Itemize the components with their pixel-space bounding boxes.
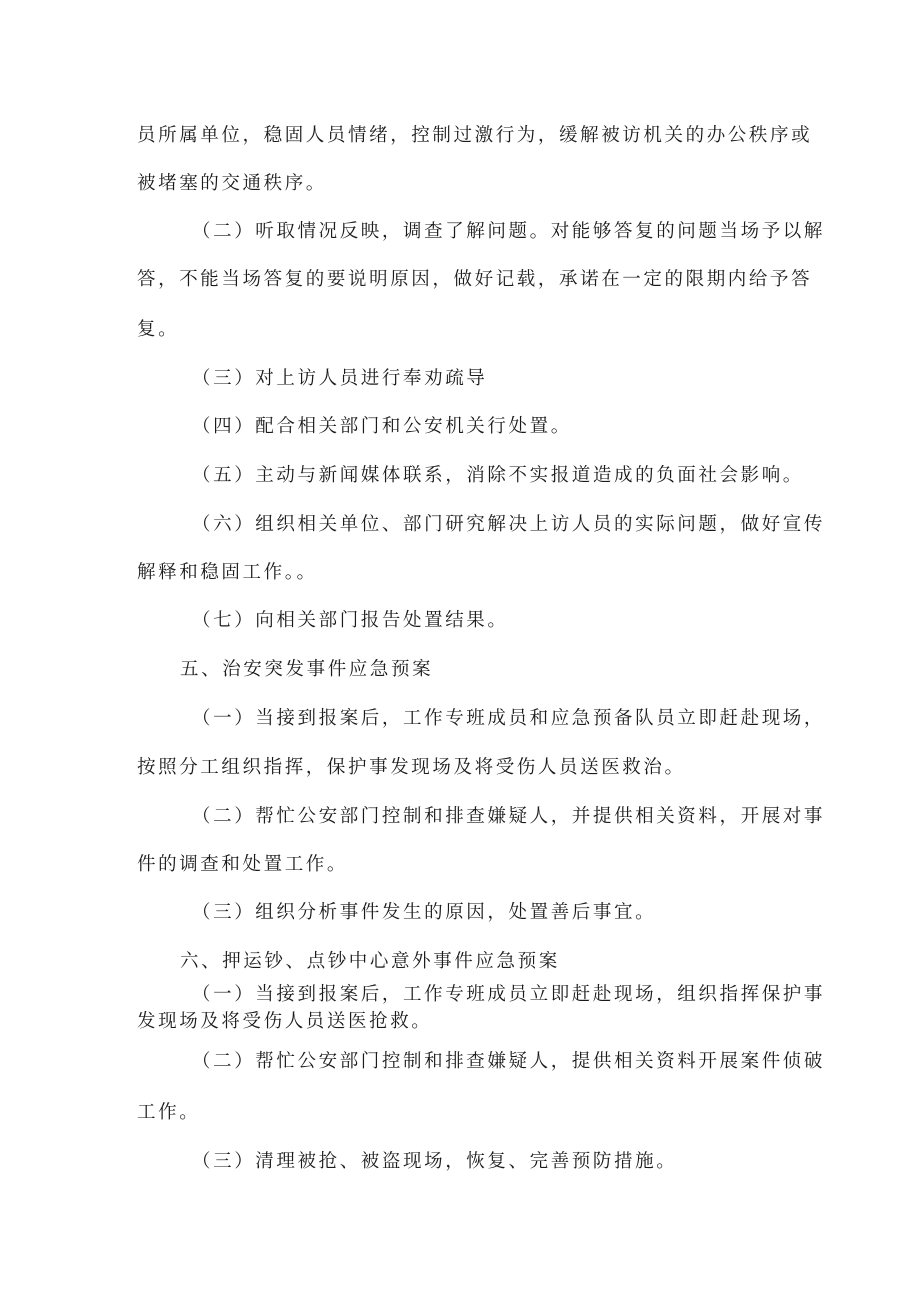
paragraph-line: 件的调查和处置工作。	[137, 854, 349, 875]
paragraph-line: （二）听取情况反映，调查了解问题。对能够答复的问题当场予以解	[192, 221, 826, 242]
paragraph-line: 员所属单位，稳固人员情绪，控制过激行为，缓解被访机关的办公秩序或	[137, 125, 813, 146]
paragraph: （三）对上访人员进行奉劝疏导	[192, 368, 488, 389]
paragraph-line: 工作。	[137, 1102, 201, 1123]
paragraph-line: 被堵塞的交通秩序。	[137, 173, 327, 194]
paragraph: （七）向相关部门报告处置结果。	[192, 610, 509, 631]
paragraph-line: 答，不能当场答复的要说明原因，做好记载，承诺在一定的限期内给予答	[137, 269, 813, 290]
paragraph: （四）配合相关部门和公安机关行处置。	[192, 416, 572, 437]
paragraph: （三）清理被抢、被盗现场，恢复、完善预防措施。	[192, 1151, 678, 1172]
paragraph-line: （一）当接到报案后，工作专班成员立即赶赴现场，组织指挥保护事	[192, 984, 826, 1005]
paragraph-line: 复。	[137, 319, 180, 340]
paragraph-line: 发现场及将受伤人员送医抢救。	[137, 1011, 433, 1032]
paragraph: （五）主动与新闻媒体联系，消除不实报道造成的负面社会影响。	[192, 465, 804, 486]
paragraph-line: 按照分工组织指挥，保护事发现场及将受伤人员送医救治。	[137, 757, 686, 778]
paragraph: （三）组织分析事件发生的原因，处置善后事宜。	[192, 902, 657, 923]
paragraph-line: （六）组织相关单位、部门研究解决上访人员的实际问题，做好宣传	[192, 514, 826, 535]
section-heading: 六、押运钞、点钞中心意外事件应急预案	[180, 951, 560, 972]
paragraph-line: （二）帮忙公安部门控制和排查嫌疑人，提供相关资料开展案件侦破	[192, 1051, 826, 1072]
paragraph-line: （一）当接到报案后，工作专班成员和应急预备队员立即赶赴现场，	[192, 708, 826, 729]
section-heading: 五、治安突发事件应急预案	[180, 659, 434, 680]
paragraph-line: （二）帮忙公安部门控制和排查嫌疑人，并提供相关资料，开展对事	[192, 806, 826, 827]
paragraph-line: 解释和稳固工作。。	[137, 562, 318, 583]
